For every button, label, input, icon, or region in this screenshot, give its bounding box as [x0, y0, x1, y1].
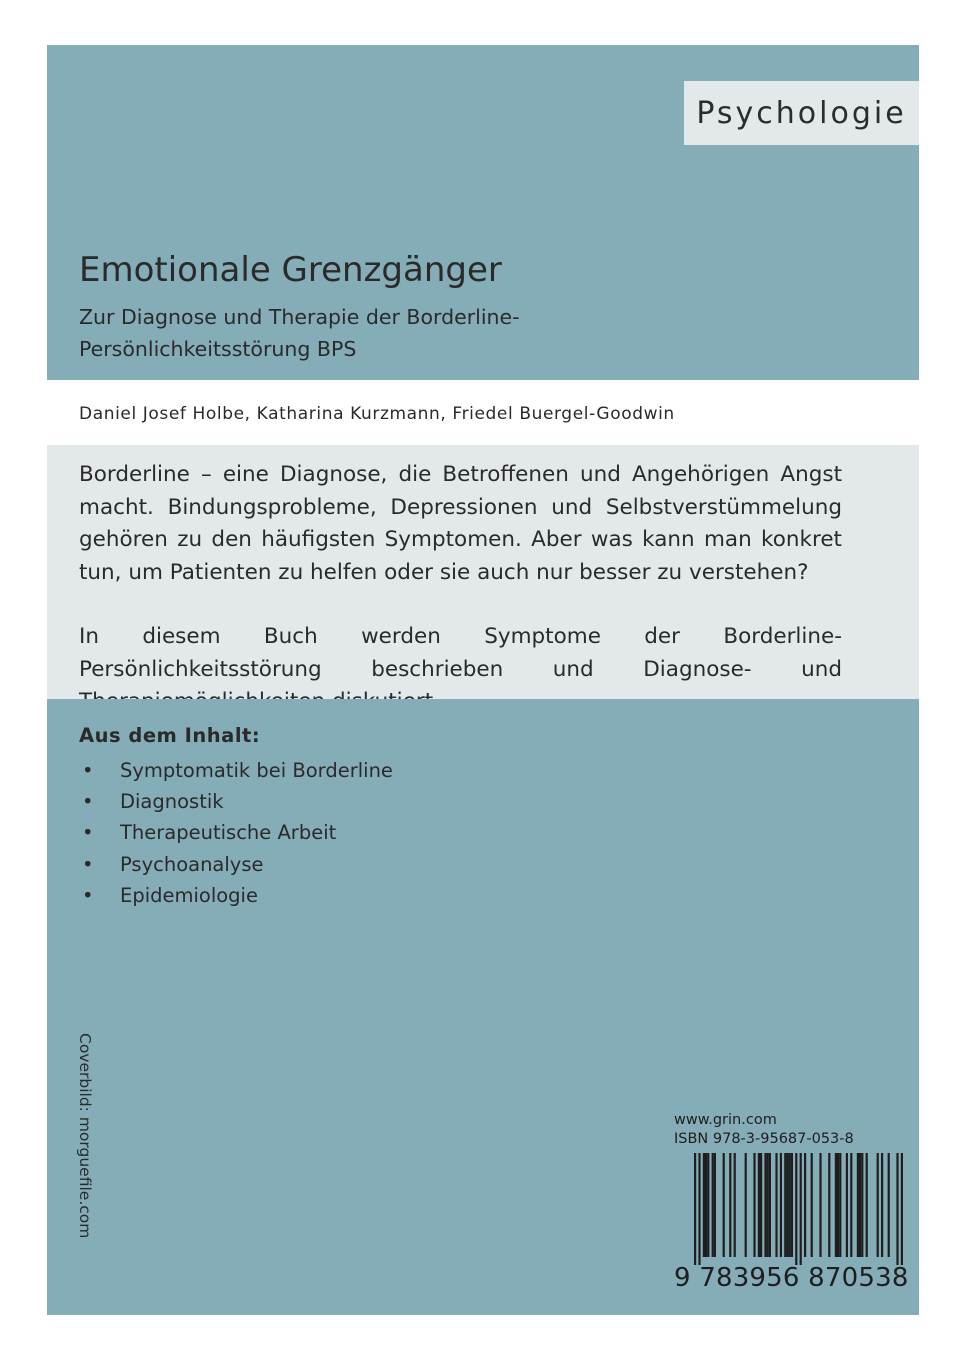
barcode-bar [694, 1153, 696, 1265]
barcode-bar [745, 1153, 747, 1257]
publisher-url: www.grin.com [674, 1112, 777, 1128]
barcode-bar [705, 1153, 707, 1257]
barcode-bar [760, 1153, 762, 1257]
book-subtitle: Zur Diagnose und Therapie der Borderline-Persönlichkeitsstörung BPS [79, 305, 520, 361]
barcode-bar [795, 1153, 797, 1265]
list-item-label: Symptomatik bei Borderline [120, 759, 393, 782]
barcode-bar [835, 1153, 837, 1257]
barcode-bar [712, 1153, 714, 1257]
bullet-icon: • [82, 790, 94, 814]
bullet-icon: • [82, 852, 94, 876]
barcode-bar [804, 1153, 806, 1257]
description-band [47, 445, 919, 699]
barcode-bar [857, 1153, 859, 1257]
barcode-bar [837, 1153, 839, 1257]
bullet-icon: • [82, 883, 94, 907]
barcode-bar [850, 1153, 852, 1257]
title-band [47, 45, 919, 380]
barcode-bar [767, 1153, 769, 1257]
cover-credit [75, 1033, 95, 1248]
bullet-icon: • [82, 759, 94, 782]
barcode-bar [789, 1153, 791, 1257]
barcode-bar [780, 1153, 782, 1257]
barcode-bar [786, 1153, 788, 1257]
category-label-box [684, 81, 919, 145]
barcode-bar [896, 1153, 898, 1265]
barcode-bar [707, 1153, 709, 1257]
barcode-bar [859, 1153, 861, 1257]
barcode-bar [828, 1153, 830, 1257]
barcode-bar [729, 1153, 731, 1257]
barcode-bar [877, 1153, 879, 1257]
contents-heading: Aus dem Inhalt: [79, 724, 261, 747]
author-names: Daniel Josef Holbe, Katharina Kurzmann, Friedel Buergel-Goodwin [79, 404, 675, 424]
bullet-icon: • [82, 821, 94, 845]
barcode-bar [723, 1153, 725, 1257]
barcode-bar [734, 1153, 736, 1257]
barcode-bar [888, 1153, 890, 1257]
list-item [79, 817, 393, 848]
barcode-bar [791, 1153, 793, 1257]
barcode-bar [753, 1153, 755, 1257]
book-back-cover [47, 45, 919, 1315]
isbn: ISBN 978-3-95687-053-8 [674, 1131, 854, 1147]
barcode-bar [866, 1153, 868, 1257]
barcode-bar [846, 1153, 848, 1257]
barcode [674, 1153, 909, 1301]
list-item-label: Epidemiologie [120, 883, 258, 907]
barcode-bar [800, 1153, 802, 1265]
barcode-bar [861, 1153, 863, 1257]
list-item [79, 849, 393, 880]
list-item-label: Diagnostik [120, 790, 224, 814]
barcode-bar [784, 1153, 786, 1257]
barcode-bar [881, 1153, 883, 1257]
list-item [79, 786, 393, 817]
barcode-bar [714, 1153, 716, 1257]
list-item-label: Psychoanalyse [120, 852, 264, 876]
barcode-bar [758, 1153, 760, 1257]
list-item [79, 755, 393, 786]
barcode-bar [775, 1153, 777, 1257]
description-paragraph-2: In diesem Buch werden Symptome der Borderline-Persönlichkeitsstörung beschrieben und Diagnose- und [79, 624, 842, 682]
cover-credit-text: Coverbild: morguefile.com [76, 1033, 94, 1239]
barcode-bar [769, 1153, 771, 1257]
barcode-bar [839, 1153, 841, 1257]
barcode-bar [764, 1153, 766, 1257]
barcode-icon [674, 1153, 904, 1265]
book-title: Emotionale Grenzgänger [79, 250, 502, 290]
category-label: Psychologie [696, 95, 907, 131]
barcode-digits: 9 783956 870538 [674, 1263, 909, 1293]
barcode-bar [698, 1153, 700, 1265]
list-item [79, 880, 393, 911]
publisher-info [674, 1111, 854, 1149]
description-paragraph-1: Borderline – eine Diagnose, die Betroffenen und Angehörigen Angst macht. Bindungsprobleme, Depressionen und Selbstverstümmelung gehören zu den häufigsten Symptomen. Aber was kann man konkret tun, um Patienten zu helfen oder sie auch nur besser zu verstehen? [79, 462, 842, 585]
list-item-label: Therapeutische Arbeit [120, 821, 337, 845]
contents-list [79, 755, 393, 911]
barcode-bar [901, 1153, 903, 1265]
barcode-bar [819, 1153, 821, 1257]
barcode-bar [811, 1153, 813, 1257]
barcode-bar [703, 1153, 705, 1257]
